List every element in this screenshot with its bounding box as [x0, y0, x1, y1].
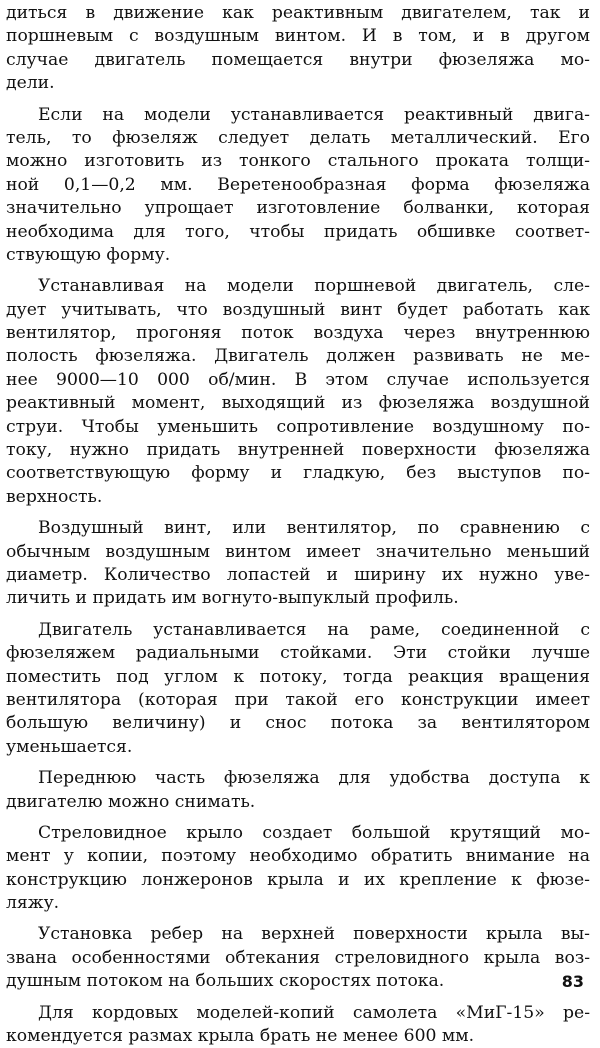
text-line: комендуется размах крыла брать не менее 600 мм.	[6, 1026, 475, 1047]
text-line: ствующую форму.	[6, 244, 171, 265]
paragraph-8	[6, 923, 590, 993]
text-line: вентилятора (которая при такой его конструкции имеет	[6, 689, 590, 710]
text-line: ляжу.	[6, 893, 60, 914]
text-line: мент у копии, поэтому необходимо обратить внимание на	[6, 846, 590, 867]
text-line: Установка ребер на верхней поверхности крыла вы-	[38, 924, 590, 945]
text-line: обычным воздушным винтом имеет значительно меньший	[6, 541, 590, 562]
text-line: конструкцию лонжеронов крыла и их крепление к фюзе-	[6, 869, 590, 890]
paragraph-4	[6, 517, 590, 611]
paragraph-9	[6, 1002, 590, 1048]
text-line: вентилятор, прогоняя поток воздуха через внутреннюю	[6, 323, 590, 344]
text-line: реактивный момент, выходящий из фюзеляжа воздушной	[6, 393, 590, 414]
text-line: Воздушный винт, или вентилятор, по сравнению с	[38, 518, 590, 539]
page-number: 83	[561, 972, 584, 991]
text-line: тель, то фюзеляж следует делать металлический. Его	[6, 127, 590, 148]
text-line: Двигатель устанавливается на раме, соединенной с	[38, 619, 590, 640]
text-line: большую величину) и снос потока за вентилятором	[6, 713, 590, 734]
text-line: Устанавливая на модели поршневой двигатель, сле-	[38, 276, 590, 297]
text-line: Если на модели устанавливается реактивный двига-	[38, 104, 590, 125]
text-line: Переднюю часть фюзеляжа для удобства доступа к	[38, 768, 590, 789]
paragraph-1	[6, 2, 590, 96]
text-line: Стреловидное крыло создает большой крутящий мо-	[38, 822, 590, 843]
page-text	[6, 2, 590, 1048]
text-line: диться в движение как реактивным двигателем, так и	[6, 3, 590, 23]
text-line: Для кордовых моделей-копий самолета «МиГ-15» ре-	[38, 1002, 590, 1023]
text-line: фюзеляжем радиальными стойками. Эти стойки лучше	[6, 643, 590, 664]
text-line: диаметр. Количество лопастей и ширину их нужно уве-	[6, 564, 590, 585]
paragraph-3	[6, 275, 590, 509]
text-line: поршневым с воздушным винтом. И в том, и в другом	[6, 26, 590, 47]
text-line: личить и придать им вогнуто-выпуклый профиль.	[6, 588, 459, 609]
text-line: необходима для того, чтобы придать обшивке соответ-	[6, 221, 590, 242]
text-line: дели.	[6, 73, 55, 94]
text-line: току, нужно придать внутренней поверхности фюзеляжа	[6, 440, 590, 461]
text-line: соответствующую форму и гладкую, без выступов по-	[6, 463, 590, 484]
text-line: можно изготовить из тонкого стального проката толщи-	[6, 151, 590, 172]
text-line: значительно упрощает изготовление болванки, которая	[6, 198, 590, 219]
text-line: душным потоком на больших скоростях потока.	[6, 971, 445, 992]
text-line: двигателю можно снимать.	[6, 791, 256, 812]
text-line: случае двигатель помещается внутри фюзеляжа мо-	[6, 49, 590, 70]
text-line: струи. Чтобы уменьшить сопротивление воздушному по-	[6, 416, 590, 437]
text-line: полость фюзеляжа. Двигатель должен развивать не ме-	[6, 346, 590, 367]
text-line: звана особенностями обтекания стреловидного крыла воз-	[6, 947, 590, 968]
text-line: ной 0,1—0,2 мм. Веретенообразная форма фюзеляжа	[6, 174, 590, 195]
paragraph-2	[6, 104, 590, 268]
paragraph-5	[6, 619, 590, 759]
text-line: поместить под углом к потоку, тогда реакция вращения	[6, 666, 590, 687]
text-line: уменьшается.	[6, 736, 133, 757]
paragraph-6	[6, 767, 590, 814]
text-line: дует учитывать, что воздушный винт будет работать как	[6, 299, 590, 320]
text-line: верхность.	[6, 486, 103, 507]
text-line: нее 9000—10 000 об/мин. В этом случае используется	[6, 369, 590, 390]
paragraph-7	[6, 822, 590, 916]
